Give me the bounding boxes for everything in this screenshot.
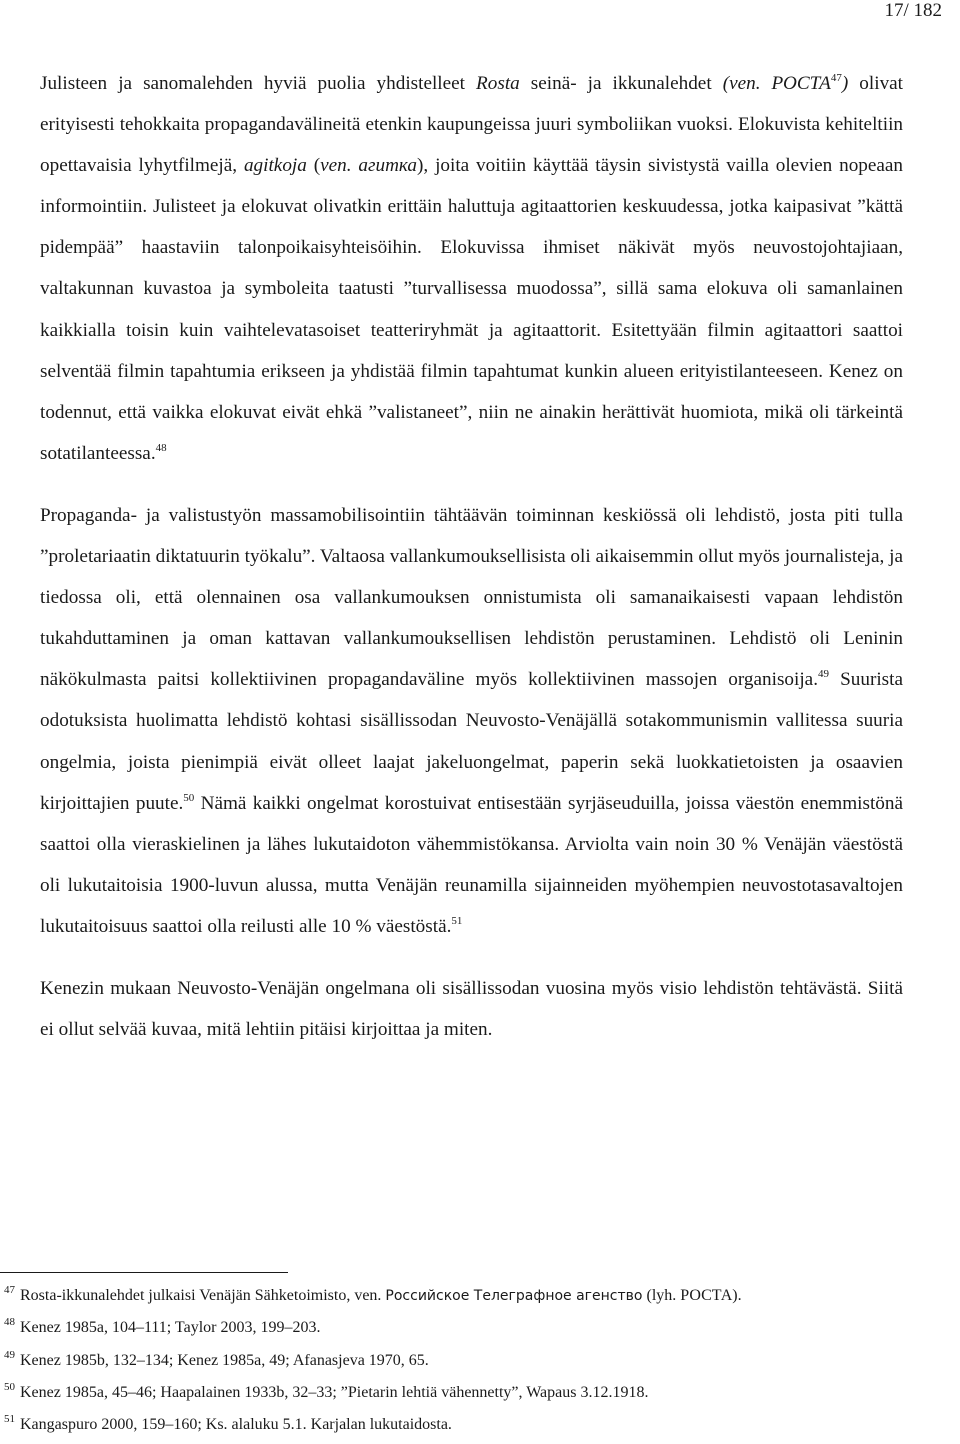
footnote-number: 47 [4, 1284, 15, 1296]
text-run: Julisteen ja sanomalehden hyviä puolia yhdistelleet [40, 73, 477, 94]
footnote-ref-50[interactable]: 50 [183, 791, 195, 804]
text-run-italic: Rosta [476, 73, 520, 94]
footnote-text: Kenez 1985b, 132–134; Kenez 1985a, 49; Afanasjeva 1970, 65. [20, 1351, 429, 1369]
footnote-text: Kangaspuro 2000, 159–160; Ks. alaluku 5.1. Karjalan lukutaidosta. [20, 1416, 452, 1434]
page-number: 17/ 182 [884, 0, 942, 21]
text-run-italic: (ven. РОСТА [722, 73, 831, 94]
text-run: Nämä kaikki ongelmat korostuivat entisestään syrjäseuduilla, joissa väestön enemmistönä saattoi olla vieraskielinen ja lähes lukutaidoton vähemmistökansa. Arviolta vain noin 30 % Venäjän väestöstä oli lukutaitoisia 1900-luvun alussa, mutta Venäjän reunamilla sijainneiden myöhempien neuvostotasavaltojen lukutaitoisuus saattoi olla reilusti alle 10 % väestöstä. [40, 792, 903, 937]
footnote-47 [4, 1280, 944, 1312]
body-text [40, 63, 903, 1050]
footnote-text: Kenez 1985a, 104–111; Taylor 2003, 199–203. [20, 1319, 321, 1337]
footnote-ref-49[interactable]: 49 [818, 668, 829, 681]
text-run: Propaganda- ja valistustyön massamobilisointiin tähtäävän toiminnan keskiössä oli lehdistö, josta piti tulla ”proletariaatin diktatuurin työkalu”. Valtaosa vallankumouksellisista oli aikaisemmin ollut myös journalisteja, ja tiedossa oli, että olennainen osa vallankumouksen onnistumista oli samanaikaisesti vapaan lehdistön tukahduttaminen ja oman kattavan vallankumouksellisen lehdistön perustaminen. Lehdistö oli Leninin näkökulmasta paitsi kollektiivinen propagandaväline myös kollektiivinen massojen organisoija. [40, 504, 903, 691]
footnote-50 [4, 1377, 944, 1409]
text-run: ( [306, 155, 321, 177]
footnote-number: 49 [4, 1348, 15, 1361]
footnote-divider [0, 1272, 288, 1273]
footnote-49 [4, 1345, 944, 1377]
paragraph-3 [40, 968, 903, 1050]
footnote-number: 48 [4, 1316, 15, 1329]
footnotes [4, 1280, 944, 1441]
paragraph-2 [40, 495, 903, 947]
footnote-ref-48[interactable]: 48 [155, 441, 167, 454]
text-run-italic: ven. агитка [320, 155, 418, 177]
footnote-ref-51[interactable]: 51 [451, 914, 463, 927]
text-run-italic: ) [841, 73, 849, 94]
footnote-text: Rosta-ikkunalehdet julkaisi Venäjän Sähketoimisto, ven. [20, 1287, 386, 1304]
footnote-text: Kenez 1985a, 45–46; Haapalainen 1933b, 32–33; ”Pietarin lehtiä vähennetty”, Wapaus 3.12.1918. [20, 1383, 649, 1401]
footnote-text-cyrillic: Российское Телеграфное агенство [385, 1288, 643, 1304]
text-run: olivat erityisesti tehokkaita propagandavälineitä etenkin kaupungeissa juuri symboliikan vuoksi. Elokuvista kehiteltiin opettavaisia lyhytfilmejä, [40, 73, 904, 177]
text-run-italic: agitkoja [243, 155, 307, 177]
text-run: Suurista odotuksista huolimatta lehdistö kohtasi sisällissodan Neuvosto-Venäjällä sotakommunismin vallitessa suuria ongelmia, joista pienimpiä eivät olleet laajat jakeluongelmat, paperin sekä luokkatietoisten ja osaavien kirjoittajien puute. [40, 669, 903, 814]
footnote-number: 51 [4, 1413, 15, 1426]
footnote-ref-47[interactable]: 47 [830, 72, 842, 84]
text-run: Kenezin mukaan Neuvosto-Venäjän ongelmana oli sisällissodan vuosina myös visio lehdistön tehtävästä. Siitä ei ollut selvää kuvaa, mitä lehtiin pitäisi kirjoittaa ja miten. [40, 977, 903, 1041]
footnote-48 [4, 1312, 944, 1344]
footnote-number: 50 [4, 1380, 15, 1393]
footnote-51 [4, 1409, 944, 1441]
footnote-text: (lyh. РОСТА). [642, 1287, 742, 1304]
text-run: seinä- ja ikkunalehdet [519, 73, 723, 94]
text-run: ), joita voitiin käyttää täysin sivistystä vailla olevien nopeaan informointiin. Julisteet ja elokuvat olivatkin erittäin haluttuja agitaattorien keskuudessa, jotka kaipasivat ”kättä pidempää” haastaviin talonpoikaisyhteisöihin. Elokuvissa ihmiset näkivät myös neuvostojohtajiaan, valtakunnan kuvastoa ja symboleita taatusti ”turvallisessa muodossa”, sillä sama elokuva oli samanlainen kaikkialla toisin kuin vaihtelevatasoiset teatteriryhmät ja agitaattorit. Esitettyään filmin agitaattori saattoi selventää filmin tapahtumia erikseen ja yhdistää filmin tapahtumat kunkin alueen erityistilanteeseen. Kenez on todennut, että vaikka elokuvat eivät ehkä ”valistaneet”, niin ne ainakin herättivät huomiota, mikä oli tärkeintä sotatilanteessa. [40, 155, 904, 464]
paragraph-1 [40, 63, 903, 474]
